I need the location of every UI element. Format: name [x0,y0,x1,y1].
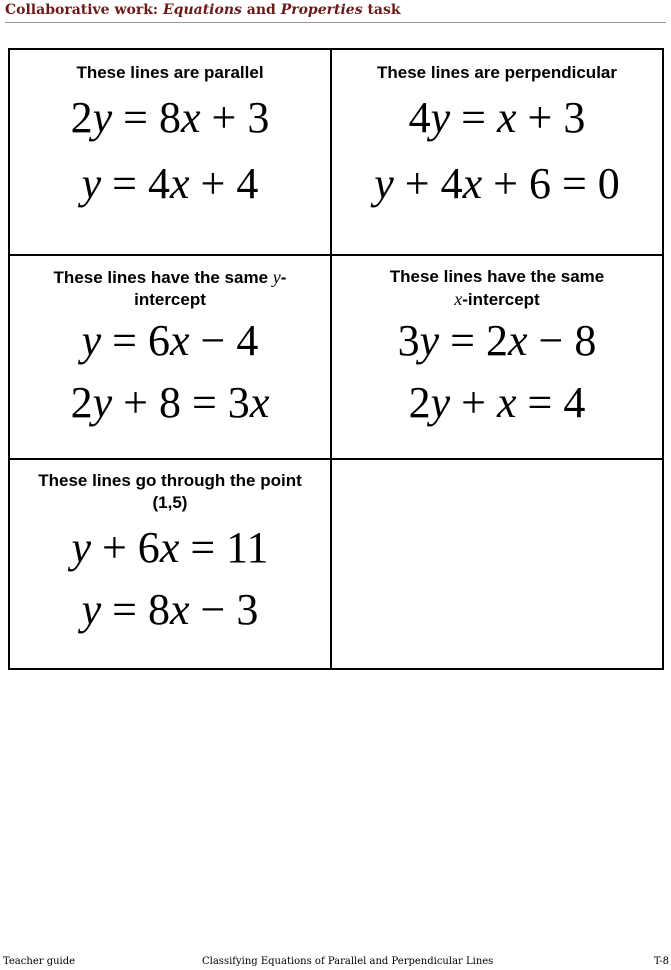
equation-2: 2y + x = 4 [408,378,586,427]
equation-1: 3y = 2x − 8 [397,316,597,365]
equation-1: 2y = 8x + 3 [70,93,270,142]
equation-1: y + 6x = 11 [71,523,269,572]
header-word-properties: Properties [280,2,363,18]
card-same-y-intercept[interactable] [10,266,330,433]
header-suffix: task [362,2,401,18]
page-header [5,2,401,18]
card-parallel[interactable] [10,62,330,214]
card-perpendicular[interactable] [332,62,662,214]
equation-1: 4y = x + 3 [408,93,586,142]
footer-left: Teacher guide [3,956,76,967]
grid-row-divider-1 [10,254,662,256]
card-grid [8,48,664,670]
card-caption: These lines have the same x-intercept [389,267,605,309]
card-caption: These lines go through the point (1,5) [38,471,302,512]
card-same-x-intercept[interactable] [332,266,662,433]
footer-page-number: T-8 [653,956,669,967]
equation-2: y + 4x + 6 = 0 [374,159,620,208]
equation-2: y = 8x − 3 [81,585,259,634]
card-empty[interactable] [332,460,662,668]
footer-center: Classifying Equations of Parallel and Perpendicular Lines [202,956,494,967]
equation-1: y = 6x − 4 [81,316,259,365]
card-caption: These lines are perpendicular [377,63,617,82]
equation-2: y = 4x + 4 [81,159,259,208]
card-caption: These lines are parallel [76,63,264,82]
card-through-point[interactable] [10,470,330,640]
card-caption: These lines have the same y- intercept [53,267,287,309]
header-word-equations: Equations [162,2,242,18]
header-prefix: Collaborative work: [5,2,163,18]
header-rule [5,22,666,23]
header-and: and [241,2,281,18]
equation-2: 2y + 8 = 3x [70,378,270,427]
